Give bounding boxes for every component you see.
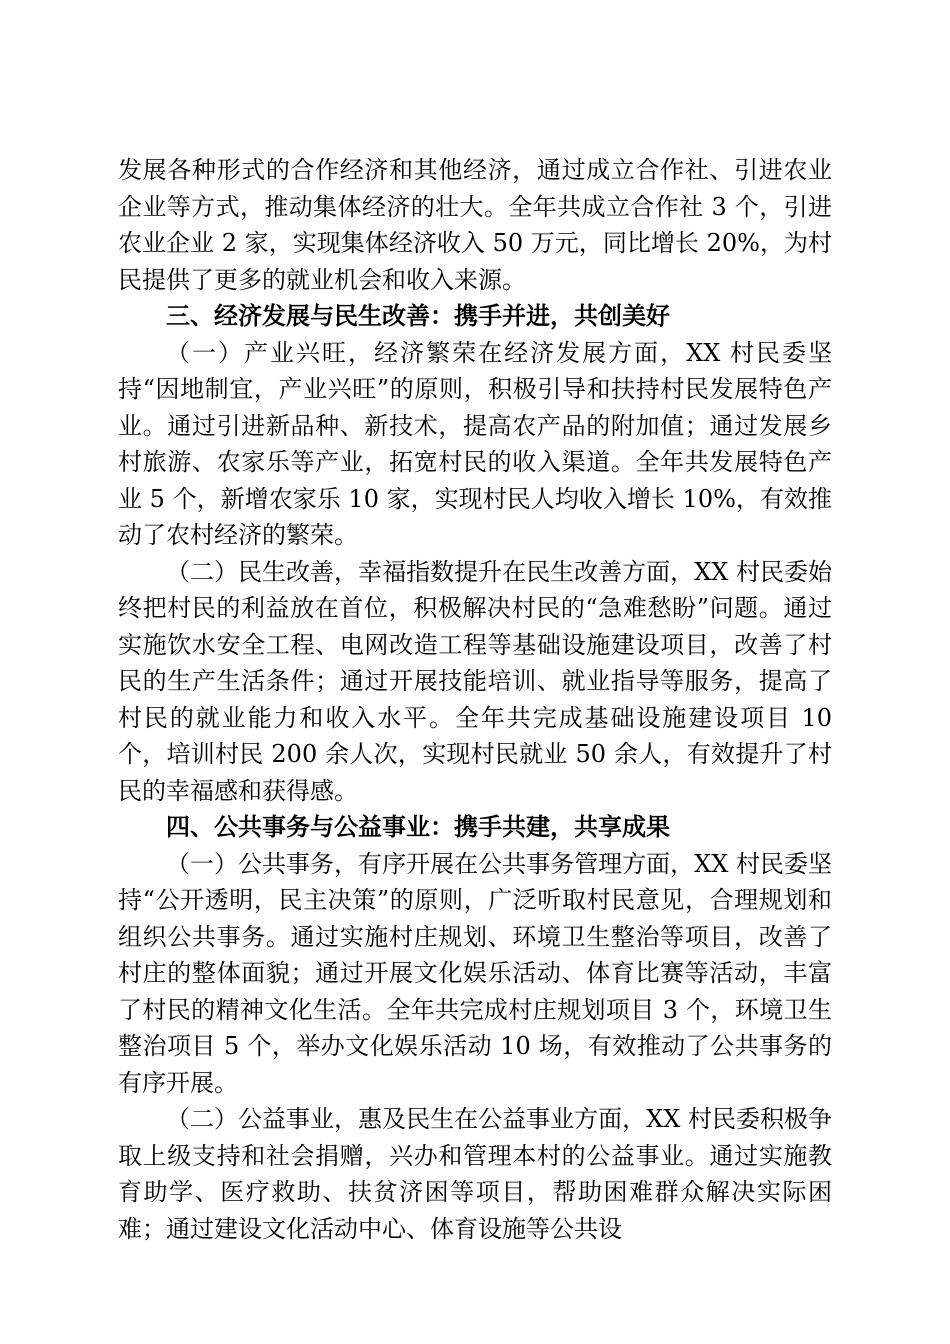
paragraph-public-welfare: （二）公益事业，惠及民生在公益事业方面，XX 村民委积极争取上级支持和社会捐赠，兴办和管理本村的公益事业。通过实施教育助学、医疗救助、扶贫济困等项目，帮助困难群众解决实际困难；通过建设文化活动中心、体育设施等公共设 [118, 1105, 832, 1243]
paragraph-cooperative-economy: 发展各种形式的合作经济和其他经济，通过成立合作社、引进农业企业等方式，推动集体经济的壮大。全年共成立合作社 3 个，引进农业企业 2 家，实现集体经济收入 50 万元，同比增长 20%，为村民提供了更多的就业机会和收入来源。 [118, 156, 832, 294]
paragraph-industry-prosperity: （一）产业兴旺，经济繁荣在经济发展方面，XX 村民委坚持“因地制宜，产业兴旺”的原则，积极引导和扶持村民发展特色产业。通过引进新品种、新技术，提高农产品的附加值；通过发展乡村旅游、农家乐等产业，拓宽村民的收入渠道。全年共发展特色产业 5 个，新增农家乐 10 家，实现村民人均收入增长 10%，有效推动了农村经济的繁荣。 [118, 338, 832, 549]
section-heading-economy-livelihood: 三、经济发展与民生改善：携手并进，共创美好 [166, 302, 670, 330]
section-heading-public-affairs: 四、公共事务与公益事业：携手共建，共享成果 [166, 813, 670, 841]
document-body [118, 152, 832, 1247]
paragraph-livelihood-improvement: （二）民生改善，幸福指数提升在民生改善方面，XX 村民委始终把村民的利益放在首位，积极解决村民的“急难愁盼”问题。通过实施饮水安全工程、电网改造工程等基础设施建设项目，改善了村民的生产生活条件；通过开展技能培训、就业指导等服务，提高了村民的就业能力和收入水平。全年共完成基础设施建设项目 10 个，培训村民 200 余人次，实现村民就业 50 余人，有效提升了村民的幸福感和获得感。 [118, 557, 832, 805]
paragraph-public-affairs: （一）公共事务，有序开展在公共事务管理方面，XX 村民委坚持“公开透明，民主决策”的原则，广泛听取村民意见，合理规划和组织公共事务。通过实施村庄规划、环境卫生整治等项目，改善了村庄的整体面貌；通过开展文化娱乐活动、体育比赛等活动，丰富了村民的精神文化生活。全年共完成村庄规划项目 3 个，环境卫生整治项目 5 个，举办文化娱乐活动 10 场，有效推动了公共事务的有序开展。 [118, 849, 832, 1097]
